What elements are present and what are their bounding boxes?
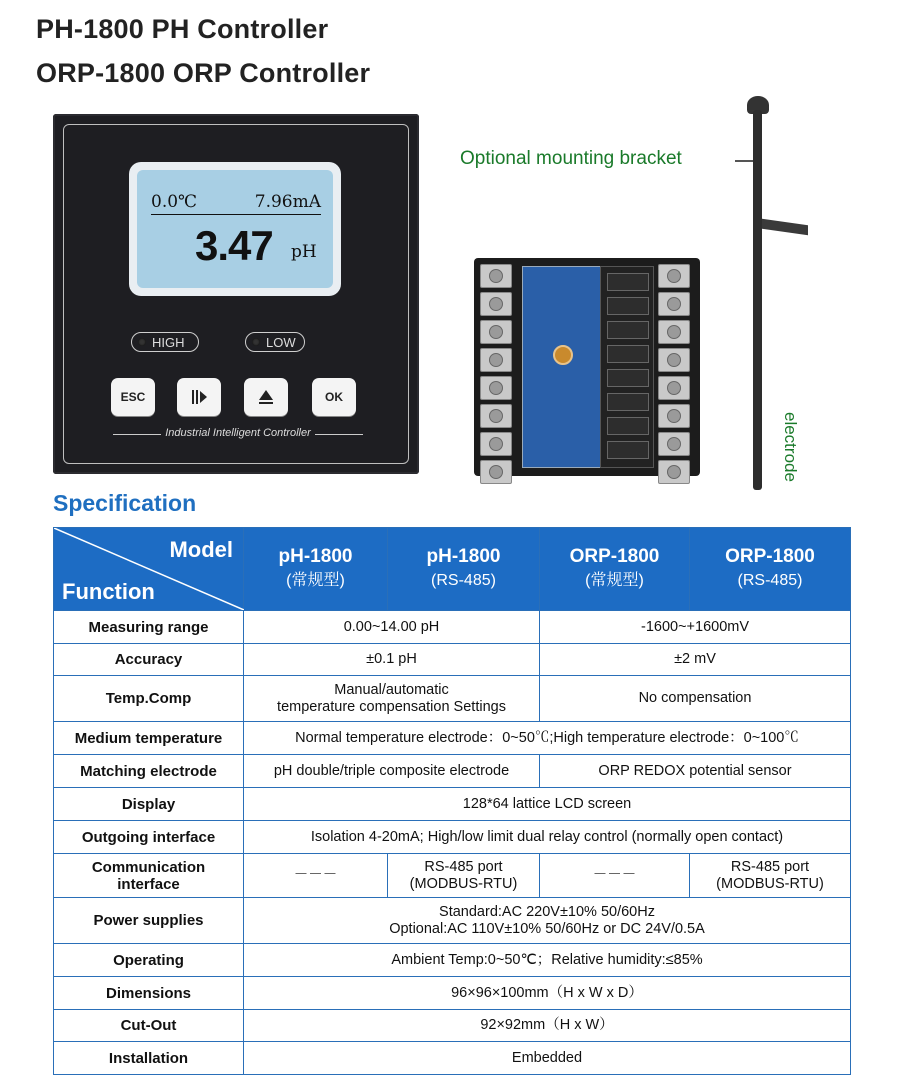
terminal-screw-icon — [480, 264, 512, 288]
cell-outgoing: Isolation 4-20mA; High/low limit dual relay control (normally open contact) — [244, 821, 851, 854]
lcd-temperature: 0.0℃ — [151, 192, 198, 212]
terminal-screw-icon — [480, 376, 512, 400]
row-label: Cut-Out — [54, 1010, 244, 1042]
cell-cutout: 92×92mm（H x W） — [244, 1010, 851, 1042]
up-button — [244, 378, 288, 416]
cell-line: Optional:AC 110V±10% 50/60Hz or DC 24V/0.5A — [389, 920, 705, 937]
relay-board — [600, 266, 654, 468]
shift-button — [177, 378, 221, 416]
cell-dimensions: 96×96×100mm（H x W x D） — [244, 977, 851, 1010]
table-row — [54, 611, 851, 644]
lcd-unit: pH — [291, 242, 317, 262]
terminal-column-right — [658, 264, 694, 488]
table-row — [54, 722, 851, 755]
lcd-reading: 3.47 — [195, 222, 273, 269]
terminal-screw-icon — [658, 404, 690, 428]
row-label: Dimensions — [54, 977, 244, 1010]
controller-back-image — [474, 258, 700, 476]
lcd-status-line — [151, 192, 321, 215]
terminal-screw-icon — [658, 460, 690, 484]
bracket-leader-line — [735, 160, 755, 162]
panel-caption — [113, 427, 363, 447]
table-row — [54, 944, 851, 977]
row-label: Medium temperature — [54, 722, 244, 755]
col-model-variant: (RS-485) — [431, 572, 496, 589]
cell-line: RS-485 port — [730, 858, 810, 875]
terminal-screw-icon — [658, 292, 690, 316]
relay-block — [607, 369, 649, 387]
bracket-clamp — [762, 219, 808, 235]
col-model-name: pH-1800 — [278, 546, 353, 567]
arrow-up-icon — [256, 388, 276, 406]
page-title-orp: ORP-1800 ORP Controller — [36, 58, 371, 88]
terminal-screw-icon — [480, 432, 512, 456]
cell-orp-accuracy: ±2 mV — [540, 644, 851, 676]
col-model-variant: (常规型) — [286, 572, 345, 589]
cell-ph-electrode: pH double/triple composite electrode — [244, 755, 540, 788]
relay-block — [607, 393, 649, 411]
table-row — [54, 1010, 851, 1042]
relay-block — [607, 417, 649, 435]
lcd-bezel — [129, 162, 341, 296]
table-row — [54, 1042, 851, 1075]
terminal-screw-icon — [480, 404, 512, 428]
panel-caption-text: Industrial Intelligent Controller — [161, 427, 315, 439]
table-row — [54, 898, 851, 944]
terminal-screw-icon — [480, 320, 512, 344]
cell-orp-range: -1600~+1600mV — [540, 611, 851, 644]
table-row — [54, 644, 851, 676]
cell-ph-accuracy: ±0.1 pH — [244, 644, 540, 676]
col-model-name: ORP-1800 — [725, 546, 815, 567]
cell-operating: Ambient Temp:0~50℃；Relative humidity:≤85% — [244, 944, 851, 977]
cell-line: temperature compensation Settings — [277, 698, 506, 715]
cell-orp-electrode: ORP REDOX potential sensor — [540, 755, 851, 788]
row-label: Operating — [54, 944, 244, 977]
page-title-ph: PH-1800 PH Controller — [36, 14, 329, 44]
terminal-screw-icon — [658, 320, 690, 344]
low-indicator — [245, 332, 305, 352]
cell-line: Manual/automatic — [334, 681, 449, 698]
table-row — [54, 977, 851, 1010]
table-row — [54, 854, 851, 898]
cell-comm-none: －－－ — [540, 854, 690, 898]
relay-block — [607, 345, 649, 363]
table-row — [54, 788, 851, 821]
table-row — [54, 755, 851, 788]
row-label — [54, 854, 244, 898]
bracket-label: Optional mounting bracket — [460, 148, 682, 169]
low-label: LOW — [266, 334, 296, 350]
row-label: Outgoing interface — [54, 821, 244, 854]
cell-comm-rs485 — [388, 854, 540, 898]
row-label: Installation — [54, 1042, 244, 1075]
col-model-variant: (常规型) — [585, 572, 644, 589]
cell-orp-tempcomp: No compensation — [540, 676, 851, 722]
col-model-name: ORP-1800 — [569, 546, 660, 567]
header-row — [54, 528, 851, 611]
row-label: Display — [54, 788, 244, 821]
cell-comm-none: －－－ — [244, 854, 388, 898]
col-model-variant: (RS-485) — [737, 572, 803, 589]
function-header: Function — [62, 579, 155, 604]
high-indicator — [131, 332, 199, 352]
row-label-line: Communication — [91, 858, 206, 876]
high-label: HIGH — [152, 334, 185, 350]
terminal-column-left — [480, 264, 516, 488]
cell-display: 128*64 lattice LCD screen — [244, 788, 851, 821]
col-model-name: pH-1800 — [426, 546, 501, 567]
col-header-orp-standard — [540, 528, 690, 611]
terminal-screw-icon — [480, 292, 512, 316]
table-row — [54, 821, 851, 854]
shift-right-icon — [189, 388, 209, 406]
col-header-orp-rs485 — [690, 528, 851, 611]
col-header-ph-standard — [244, 528, 388, 611]
terminal-screw-icon — [480, 348, 512, 372]
cell-ph-range: 0.00~14.00 pH — [244, 611, 540, 644]
row-label: Power supplies — [54, 898, 244, 944]
cell-power — [244, 898, 851, 944]
terminal-screw-icon — [480, 460, 512, 484]
cell-line: Standard:AC 220V±10% 50/60Hz — [439, 903, 655, 920]
model-header: Model — [169, 537, 233, 562]
terminal-screw-icon — [658, 376, 690, 400]
cell-line: RS-485 port — [424, 858, 503, 875]
cell-ph-tempcomp — [244, 676, 540, 722]
row-label: Accuracy — [54, 644, 244, 676]
relay-block — [607, 321, 649, 339]
relay-block — [607, 273, 649, 291]
esc-button: ESC — [111, 378, 155, 416]
row-label-line: interface — [117, 875, 180, 893]
led-dot-icon — [252, 338, 260, 346]
relay-block — [607, 297, 649, 315]
terminal-screw-icon — [658, 348, 690, 372]
terminal-label-board — [522, 266, 602, 468]
terminal-screw-icon — [658, 264, 690, 288]
mounting-bracket-pole — [753, 110, 762, 490]
table-row — [54, 676, 851, 722]
bnc-connector-icon — [553, 345, 573, 365]
lcd-current: 7.96mA — [254, 192, 321, 212]
terminal-screw-icon — [658, 432, 690, 456]
cell-medium-temp: Normal temperature electrode：0~50℃;High temperature electrode：0~100℃ — [244, 722, 851, 755]
row-label: Measuring range — [54, 611, 244, 644]
cell-line: (MODBUS-RTU) — [716, 875, 824, 892]
specification-title: Specification — [53, 490, 197, 516]
ok-button: OK — [312, 378, 356, 416]
electrode-label: electrode — [781, 412, 800, 482]
cell-installation: Embedded — [244, 1042, 851, 1075]
controller-front-image — [53, 114, 419, 474]
cell-comm-rs485 — [690, 854, 851, 898]
row-label: Temp.Comp — [54, 676, 244, 722]
row-label: Matching electrode — [54, 755, 244, 788]
cell-line: (MODBUS-RTU) — [409, 875, 518, 892]
specification-table — [53, 527, 851, 1075]
relay-block — [607, 441, 649, 459]
col-header-ph-rs485 — [388, 528, 540, 611]
led-dot-icon — [138, 338, 146, 346]
lcd-screen — [137, 170, 333, 288]
model-function-corner — [54, 528, 244, 611]
